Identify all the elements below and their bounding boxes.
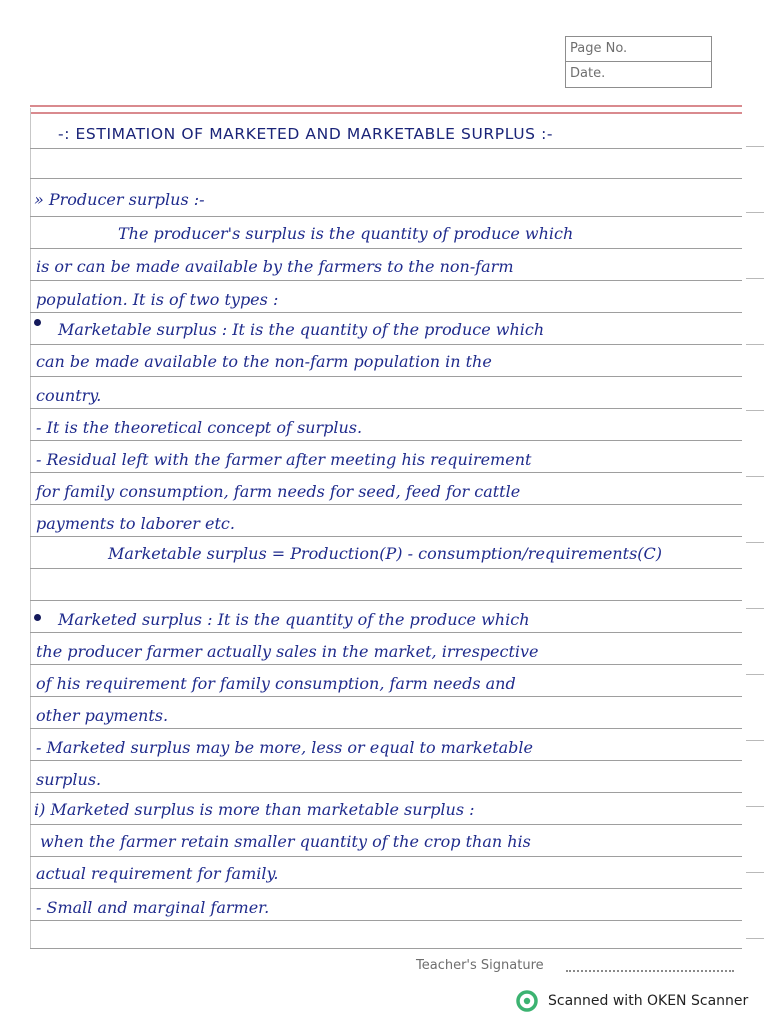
text-line: country. [36,386,102,405]
formula-line: Marketable surplus = Production(P) - consumption/requirements(C) [108,544,663,563]
definition-marketed-surplus: Marketed surplus : It is the quantity of the produce which [58,610,530,629]
ruled-line [30,504,742,505]
bullet-dot [34,614,41,621]
scanner-logo-icon [516,990,538,1012]
ruled-line [30,178,742,179]
text-line: surplus. [36,770,102,789]
left-margin-line [30,108,31,948]
ruled-line [30,536,742,537]
ruled-line [30,248,742,249]
ruled-line [30,856,742,857]
scanner-text: Scanned with OKEN Scanner [548,993,749,1009]
text-line: - Marketed surplus may be more, less or equal to marketable [36,738,533,757]
header-red-rule [30,105,742,107]
text-line: - Residual left with the farmer after meeting his requirement [36,450,532,469]
ruled-line [30,632,742,633]
edge-mark [746,608,764,609]
ruled-line [30,440,742,441]
header-red-rule [30,112,742,114]
edge-mark [746,542,764,543]
text-line: is or can be made available by the farmers to the non-farm [36,257,514,276]
edge-mark [746,872,764,873]
section-heading-producer-surplus: » Producer surplus :- [34,190,205,209]
page-date-box [565,36,712,88]
scanner-watermark [516,990,748,1012]
ruled-line [30,344,742,345]
bullet-dot [34,319,41,326]
ruled-line [30,920,742,921]
edge-mark [746,806,764,807]
ruled-line [30,312,742,313]
ruled-line [30,376,742,377]
ruled-line [30,216,742,217]
edge-mark [746,344,764,345]
page-no-label: Page No. [570,41,628,56]
ruled-line [30,824,742,825]
teacher-signature-label: Teacher's Signature [416,958,544,973]
ruled-line [30,600,742,601]
ruled-line [30,696,742,697]
text-line: The producer's surplus is the quantity of produce which [118,224,574,243]
edge-mark [746,278,764,279]
text-line: for family consumption, farm needs for seed, feed for cattle [36,482,521,501]
text-line: - Small and marginal farmer. [36,898,270,917]
ruled-line [30,280,742,281]
definition-marketable-surplus: Marketable surplus : It is the quantity of the produce which [58,320,545,339]
edge-mark [746,674,764,675]
ruled-line [30,568,742,569]
text-line: - It is the theoretical concept of surplus. [36,418,363,437]
edge-mark [746,410,764,411]
page-title: -: ESTIMATION OF MARKETED AND MARKETABLE SURPLUS :- [58,125,554,143]
edge-mark [746,476,764,477]
text-line: actual requirement for family. [36,864,279,883]
ruled-line [30,472,742,473]
text-line: the producer farmer actually sales in the market, irrespective [36,642,539,661]
edge-mark [746,938,764,939]
text-line: population. It is of two types : [36,290,279,309]
ruled-line [30,148,742,149]
ruled-line [30,948,742,949]
edge-mark [746,212,764,213]
ruled-line [30,728,742,729]
date-label: Date. [566,61,711,86]
signature-dotted-line [566,970,734,972]
ruled-line [30,760,742,761]
page-edge-marks [746,0,768,1024]
text-line: when the farmer retain smaller quantity of the crop than his [40,832,531,851]
text-line: of his requirement for family consumption, farm needs and [36,674,516,693]
text-line: other payments. [36,706,169,725]
ruled-line [30,792,742,793]
edge-mark [746,740,764,741]
ruled-line [30,888,742,889]
text-line: can be made available to the non-farm population in the [36,352,492,371]
ruled-line [30,664,742,665]
subheading-case-one: i) Marketed surplus is more than marketable surplus : [34,800,475,819]
text-line: payments to laborer etc. [36,514,235,533]
ruled-line [30,408,742,409]
edge-mark [746,146,764,147]
